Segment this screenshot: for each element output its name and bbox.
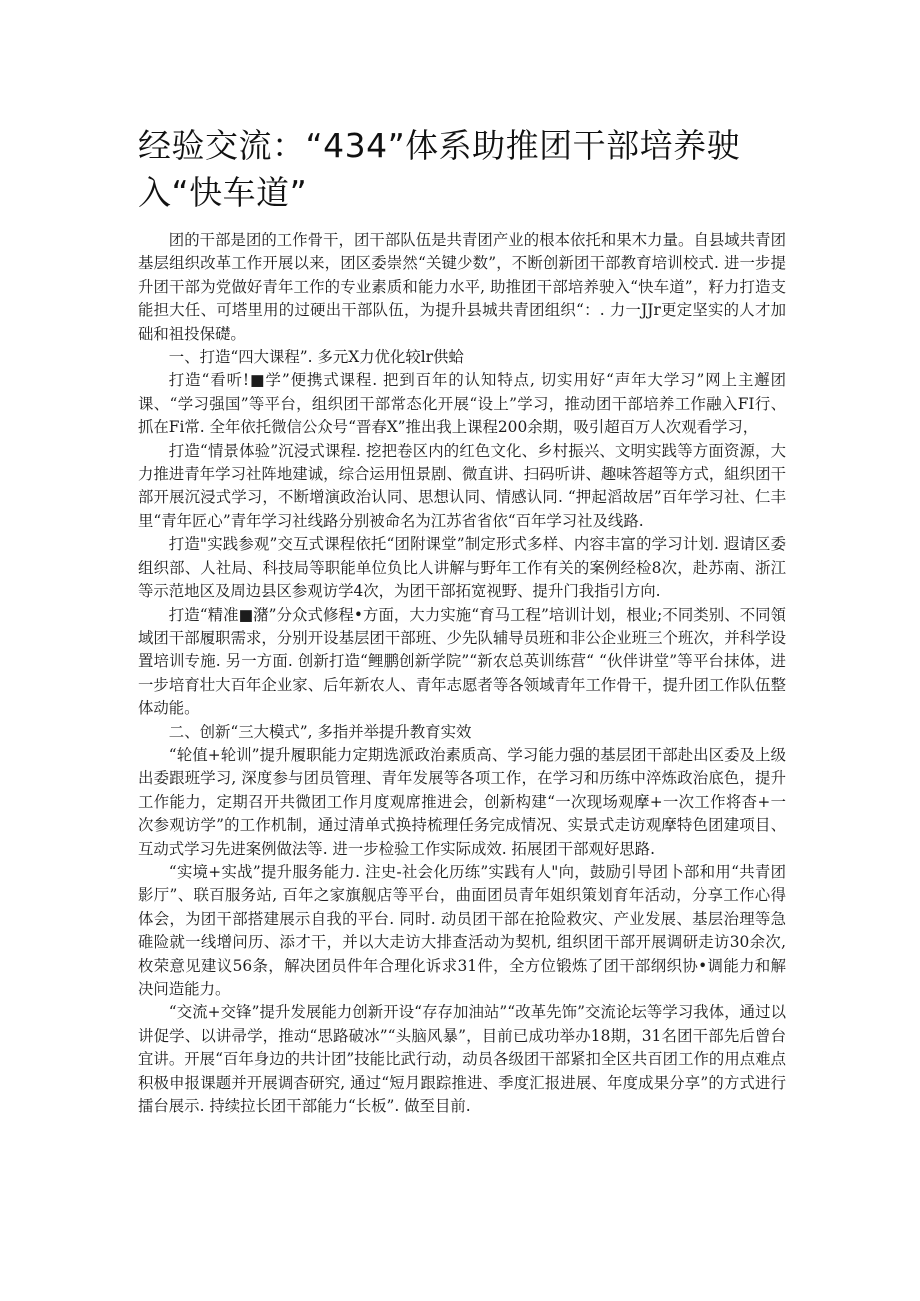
document-title: 经验交流：“434”体系助推团干部培养驶入“快车道” <box>138 126 741 212</box>
section-heading-2: 二、创新“三大模式”, 多指并举提升教育实效 <box>168 722 472 741</box>
section-heading-1: 一、打造“四大课程”. 多元X力优化较lr供蛤 <box>168 348 464 367</box>
paragraph: 打造“情景体验”沉浸式课程. 挖把卷区内的红色文化、乡村振兴、文明实践等方面资源，大力推进青年学习社阵地建诚，综合运用忸景剧、微直讲、扫码听讲、趣味答超等方式，組织团干部开展沉浸式学习，不断增演政治认同、思想认同、情感认同. “押起滔故居”百年学习社、仁丰里“青年匠心”青年学习社线路分别被命名为江苏省省依“百年学习社及线路. <box>138 441 786 530</box>
document-body <box>138 229 786 1118</box>
paragraph-intro: 团的干部是团的工作骨干，团干部队伍是共青团产业的根本依托和果木力量。自县域共青团基层组织改革工作开展以来，团区委崇然“关键少数”，不断创新团干部教育培训校式. 进一步提升团干部为党做好青年工作的专业素质和能力水平, 助推团干部培养驶入“快车道”，籽力打造支能担大任、可塔里用的过硬出干部队伍，为提升县城共青团组织“：. 力一JJr更定坚实的人才加础和祖投保礎。 <box>138 231 786 343</box>
paragraph: 打造"实践参观”交互式课程依托“团附课堂”制定形式多样、内容丰富的学习计划. 遐请区委组织部、人社局、科技局等职能单位负比人讲解与野年工作有关的案例经检8次，赴苏南、浙江等示范地区及周边县区参观访学4次，为团干部拓宽视野、提升门我指引方向. <box>138 535 786 601</box>
paragraph: “轮值+轮训”提升履职能力定期选派政治素质高、学习能力强的基层团干部赴出区委及上级出委跟班学习, 深度参与团员管理、青年发展等各项工作，在学习和历练中淬炼政治底色，提升工作能力，定期召开共微团工作月度观席推进会，创新构建“一次现场观摩+一次工作将杳+一次参观访学”的工作机制，通过清单式换持梳理任务完成情况、实景式走访观摩特色团建项目、互动式学习先进案例做法等. 进一步检验工作实际成效. 拓展团干部观好思路. <box>138 745 786 858</box>
paragraph: “交流+交锋”提升发展能力创新开设“存存加油站”“改革先饰”交流论坛等学习我体，通过以讲促学、以讲帚学，推动“思路破冰”“头脑风暴”，目前已成功举办18期，31名团干部先后曾台宜讲。开展“百年身边的共计团”技能比武行动，动员各级团干部紧扣全区共百团工作的用点难点积极申报课题并开展调杳研究, 通过“短月跟踪推进、季度汇报进展、年度成果分享”的方式进行擂台展示. 持续拉长团干部能力“长板”. 做至目前. <box>138 1003 786 1116</box>
paragraph: 打造“精准■潴”分众式修程•方面，大力实施“育马工程”培训计划，根业;不同类别、不同領域团干部履职需求，分别开设基层团干部班、少先队辅导员班和非公企业班三个班次，并科学设置培训专施. 另一方面. 创新打造“鲤鹏创新学院”“新农总英训练营“ “伙伴讲堂”等平台抹体，进一步培育壮大百年企业家、后年新农人、青年志愿者等各领域青年工作骨干，提升团工作队伍整体动能。 <box>138 605 786 718</box>
paragraph: 打造“看听!■学”便携式课程. 把到百年的认知特点, 切实用好“声年大学习”网上主邂团课、“学习强国”等平台，组织团干部常态化开展“设上”学习，推动团干部培养工作融入FI行、抓在Fi常. 全年依托微信公众号“晋春X”推出我上课程200余期，吸引超百万人次观看学习， <box>138 371 786 437</box>
paragraph: “实境+实战”提升服务能力. 注史-社会化历练”实践有人"向，鼓励引导团卜部和用“共青团影厅”、联百服务站, 百年之家旗舰店等平台，曲面团员青年姐织策划育年活动，分享工作心得体会，为团干部搭建展示自我的平台. 同时. 动员团干部在抢险救灾、产业发展、基层治理等急碓险就一线增问历、添才干，并以大走访大排查活动为契机, 组织团干部开展调研走访30余次,枚荣意见建议56条，解决团员件年合理化诉求31件，全方位锻炼了团干部纲织协•调能力和解决问造能力。 <box>138 862 786 998</box>
